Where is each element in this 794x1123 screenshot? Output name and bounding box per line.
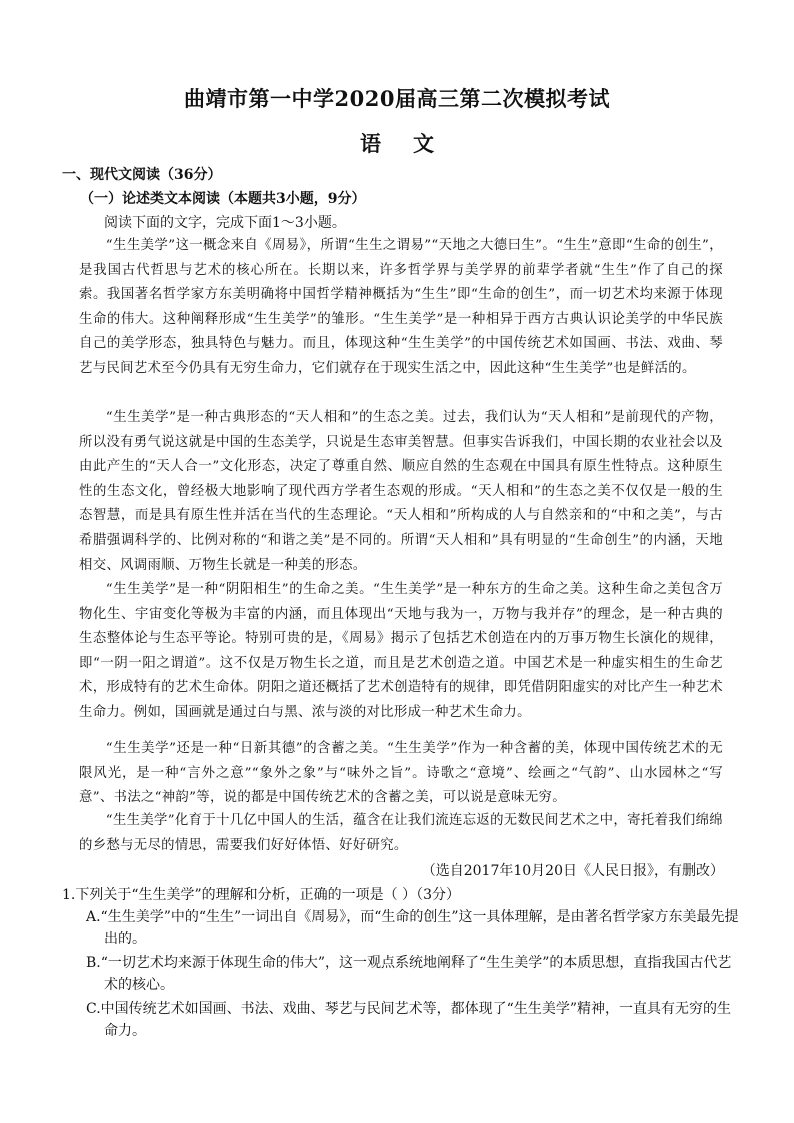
subject-char-2: 文: [413, 131, 434, 156]
reading-instruction: 阅读下面的文字，完成下面1～3小题。: [104, 215, 346, 231]
option-a: A.“生生美学”中的“生生”一词出自《周易》，而“生命的创生”这一具体理解，是由著名哲学家方东美最先提出的。: [86, 909, 739, 947]
passage-paragraph-5: “生生美学”化育于十几亿中国人的生活，蕴含在让我们流连忘返的无数民间艺术之中，寄托着我们绵绵的乡愁与无尽的情思，需要我们好好体悟、好好研究。: [79, 813, 723, 853]
passage-paragraph-3: “生生美学”是一种“阴阳相生”的生命之美。“生生美学”是一种东方的生命之美。这种生命之美包含万物化生、宇宙变化等极为丰富的内涵，而且体现出“天地与我为一，万物与我并存”的理念，是一种古典的生态整体论与生态平等论。特别可贵的是，《周易》揭示了包括艺术创造在内的万事万物生长演化的规律，即“一阴一阳之谓道”。这不仅是万物生长之道，而且是艺术创造之道。中国艺术是一种虚实相生的生命艺术，形成特有的艺术生命体。阴阳之道还概括了艺术创造特有的规律，即凭借阴阳虚实的对比产生一种艺术生命力。例如，国画就是通过白与黑、浓与淡的对比形成一种艺术生命力。: [79, 582, 723, 720]
option-c: C.中国传统艺术如国画、书法、戏曲、琴艺与民间艺术等，都体现了“生生美学”精神，一直具有无穷的生命力。: [86, 1001, 731, 1039]
subject-char-1: 语: [360, 131, 381, 156]
section-heading: 一、现代文阅读（36分）: [62, 167, 222, 183]
subject-title: [0, 128, 794, 158]
passage-paragraph-1: “生生美学”这一概念来自《周易》，所谓“生生之谓易”“天地之大德曰生”。“生生”意即“生命的创生”，是我国古代哲思与艺术的核心所在。长期以来，许多哲学界与美学界的前辈学者就“生生”作了自己的探索。我国著名哲学家方东美明确将中国哲学精神概括为“生生”即“生命的创生”，而一切艺术均来源于体现生命的伟大。这种阐释形成“生生美学”的雏形。“生生美学”是一种相异于西方古典认识论美学的中华民族自己的美学形态，独具特色与魅力。而且，体现这种“生生美学”的中国传统艺术如国画、书法、戏曲、琴艺与民间艺术至今仍具有无穷生命力，它们就存在于现实生活之中，因此这种“生生美学”也是鲜活的。: [79, 238, 723, 376]
passage-paragraph-4: “生生美学”还是一种“日新其德”的含蓄之美。“生生美学”作为一种含蓄的美，体现中国传统艺术的无限风光，是一种“言外之意”“象外之象”与“味外之旨”。诗歌之“意境”、绘画之“气韵”、山水园林之“写意”、书法之“神韵”等，说的都是中国传统艺术的含蓄之美，可以说是意味无穷。: [79, 741, 723, 806]
passage-source: （选自2017年10月20日《人民日报》，有删改）: [421, 863, 724, 879]
option-b: B.“一切艺术均来源于体现生命的伟大”，这一观点系统地阐释了“生生美学”的本质思想，直指我国古代艺术的核心。: [86, 955, 732, 993]
passage-paragraph-2: “生生美学”是一种古典形态的“天人相和”的生态之美。过去，我们认为“天人相和”是前现代的产物，所以没有勇气说这就是中国的生态美学，只说是生态审美智慧。但事实告诉我们，中国长期的农业社会以及由此产生的“天人合一”文化形态，决定了尊重自然、顺应自然的生态观在中国具有原生性特点。这种原生性的生态文化，曾经极大地影响了现代西方学者生态观的形成。“天人相和”的生态之美不仅仅是一般的生态智慧，而是具有原生性并活在当代的生态理论。“天人相和”所构成的人与自然亲和的“中和之美”，与古希腊强调科学的、比例对称的“和谐之美”是不同的。所谓“天人相和”具有明显的“生命创生”的内涵，天地相交、风调雨顺、万物生长就是一种美的形态。: [79, 410, 723, 573]
exam-title: 曲靖市第一中学2020届高三第二次模拟考试: [184, 86, 610, 111]
subsection-heading: （一）论述类文本阅读（本题共3小题，9分）: [80, 191, 366, 207]
question-1-stem: 1.下列关于“生生美学”的理解和分析，正确的一项是（ ）（3分）: [62, 887, 461, 903]
